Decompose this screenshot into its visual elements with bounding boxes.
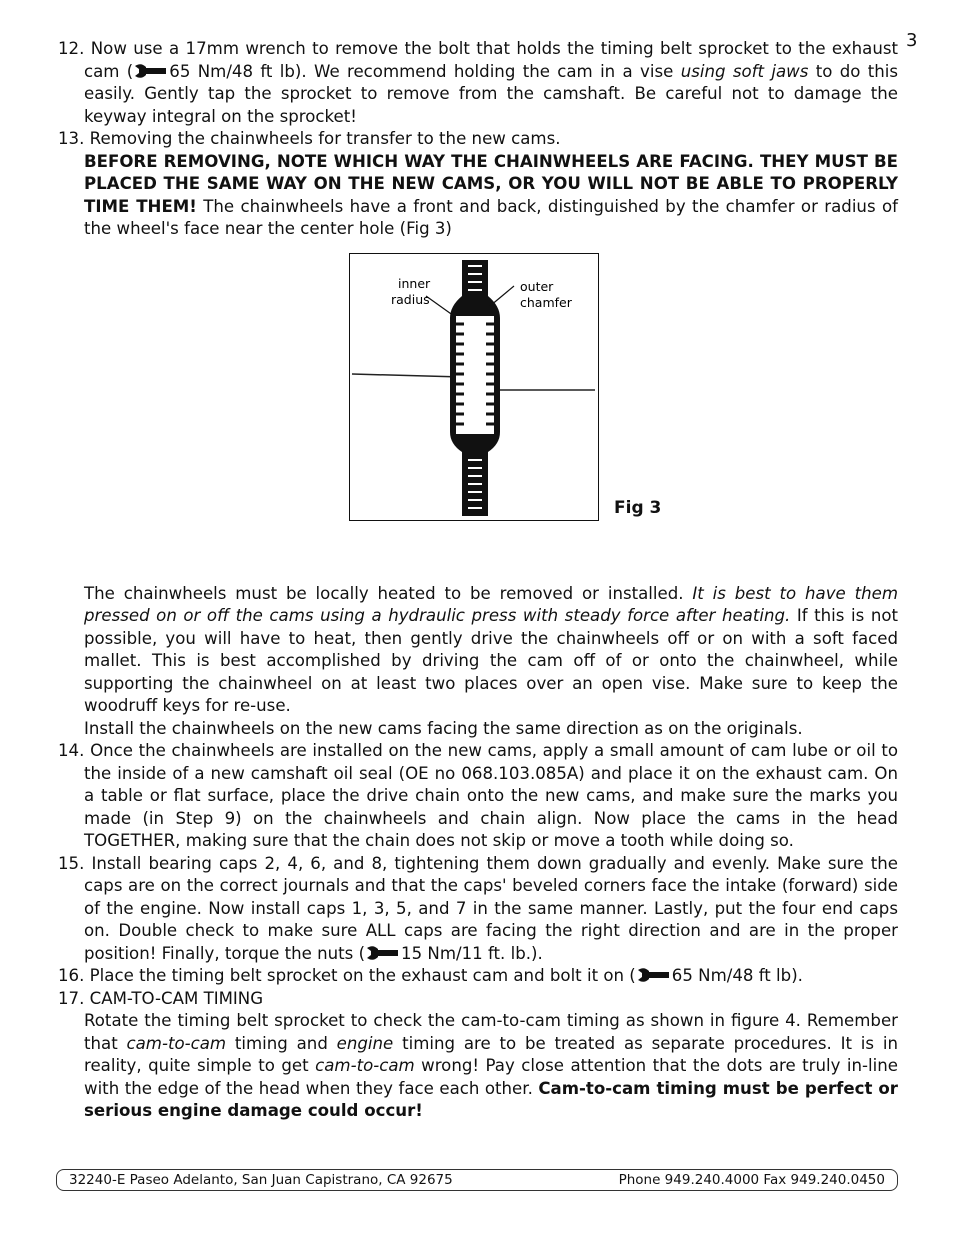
step-13-number: 13. — [58, 129, 85, 148]
step-17-text-1: Rotate the timing belt sprocket to check the cam-to-cam timing as shown in figure 4. Remember that — [84, 1011, 898, 1053]
outer-chamfer-label-line-1: outer — [520, 278, 554, 294]
outer-chamfer-label-line-2: chamfer — [520, 294, 572, 310]
step-14-number: 14. — [58, 741, 85, 760]
heating-text-2: If this is not possible, you will have to heat, then gently drive the chainwheels off or on with a soft faced mallet. This is best accomplished by driving the cam off of or onto the chainwheel, while supporting the chainwheel on at least two places over an open vise. Make sure to keep the woodruff keys for re-use. — [84, 606, 898, 715]
inner-radius-label-line-2: radius — [391, 291, 430, 307]
step-15-text-1: Install bearing caps 2, 4, 6, and 8, tightening them down gradually and evenly. Make sure the caps are on the correct journals and that the caps' beveled corners face the intake (forward) side of the engine. Now install caps 1, 3, 5, and 7 in the same manner. Lastly, put the four end caps on. Double check to make sure ALL caps are facing the right direction and are in the proper position! Finally, torque the nuts ( — [84, 853, 899, 963]
torque-wrench-icon — [133, 63, 167, 79]
install-paragraph: Install the chainwheels on the new cams facing the same direction as on the originals. — [84, 718, 803, 738]
step-17-italic-3: cam-to-cam — [315, 1056, 415, 1075]
heating-italic: It is best to have them pressed on or off the cams using a hydraulic press with steady force after heating. — [84, 583, 898, 625]
page-number: 3 — [906, 30, 918, 51]
step-15-number: 15. — [58, 853, 85, 873]
inner-radius-label-line-1: inner — [398, 275, 431, 291]
step-17-italic-2: engine — [336, 1033, 394, 1053]
chainwheel-figure — [349, 253, 599, 521]
step-13 — [58, 128, 898, 151]
step-17 — [58, 988, 898, 1011]
step-13-detail — [58, 151, 898, 241]
step-15 — [58, 853, 898, 966]
step-16-number: 16. — [58, 966, 85, 985]
step-16-text-2: ). — [791, 966, 803, 985]
torque-wrench-icon — [365, 945, 399, 961]
step-17-title: CAM-TO-CAM TIMING — [89, 988, 264, 1008]
step-12-italic: using soft jaws — [680, 61, 809, 81]
step-17-text-2: timing and — [226, 1033, 337, 1053]
step-13-text-1: Removing the chainwheels for transfer to the new cams. — [89, 129, 561, 148]
step-17-number: 17. — [58, 988, 85, 1008]
step-12-torque: 65 Nm/48 ft lb — [169, 61, 295, 81]
chainwheel-drawing — [350, 254, 597, 519]
step-12-text-1: Now use a 17mm wrench to remove the bolt that holds the timing belt sprocket to the exhaust cam ( — [84, 39, 898, 81]
step-17-text-3: timing are to be treated as separate procedures. It is in reality, quite simple to get — [84, 1033, 898, 1075]
step-17-text-4: wrong! Pay close attention that the dots are truly in-line with the edge of the head when they face each other. — [84, 1056, 898, 1098]
page-footer — [56, 1169, 898, 1191]
step-12-text-3: to do this easily. Gently tap the sprocket to remove from the camshaft. Be careful not to damage the keyway integral on the sprocket! — [84, 61, 898, 126]
figure-caption: Fig 3 — [614, 497, 662, 518]
step-13-text-2: The chainwheels have a front and back, distinguished by the chamfer or radius of the wheel's face near the center hole (Fig 3) — [84, 196, 898, 238]
step-17-warning: Cam-to-cam timing must be perfect or serious engine damage could occur! — [84, 1078, 898, 1120]
step-15-torque: 15 Nm/11 ft. lb. — [401, 943, 532, 963]
step-12-text-2: ). We recommend holding the cam in a vise — [294, 61, 681, 81]
heating-text-1: The chainwheels must be locally heated to be removed or installed. — [84, 583, 693, 603]
step-15-text-2: ). — [531, 943, 543, 963]
step-16-torque: 65 Nm/48 ft lb — [671, 966, 792, 985]
step-17-detail — [58, 1010, 898, 1123]
torque-wrench-icon — [636, 967, 670, 983]
step-12-number: 12. — [58, 39, 85, 58]
step-14-text: Once the chainwheels are installed on the new cams, apply a small amount of cam lube or oil to the inside of a new camshaft oil seal (OE no 068.103.085A) and place it on the exhaust cam. On a table or flat surface, place the drive chain onto the new cams, and make sure the marks you made (in Step 9) on the chainwheels and chain align. Now place the cams in the head TOGETHER, making sure that the chain does not skip or move a tooth while doing so. — [84, 741, 898, 850]
footer-phone: Phone 949.240.4000 Fax 949.240.0450 — [618, 1172, 885, 1188]
step-13-warning: BEFORE REMOVING, NOTE WHICH WAY THE CHAINWHEELS ARE FACING. THEY MUST BE PLACED THE SAME WAY ON THE NEW CAMS, OR YOU WILL NOT BE ABLE TO PROPERLY TIME THEM! — [84, 151, 898, 216]
step-14 — [58, 740, 898, 853]
step-16-text-1: Place the timing belt sprocket on the exhaust cam and bolt it on ( — [89, 966, 636, 985]
step-12 — [58, 38, 898, 128]
heating-paragraph — [58, 583, 898, 718]
figure-3 — [58, 253, 898, 583]
footer-address: 32240-E Paseo Adelanto, San Juan Capistrano, CA 92675 — [69, 1172, 453, 1188]
step-17-italic-1: cam-to-cam — [126, 1033, 227, 1053]
step-16 — [58, 965, 898, 988]
instructions-body — [58, 38, 898, 1123]
